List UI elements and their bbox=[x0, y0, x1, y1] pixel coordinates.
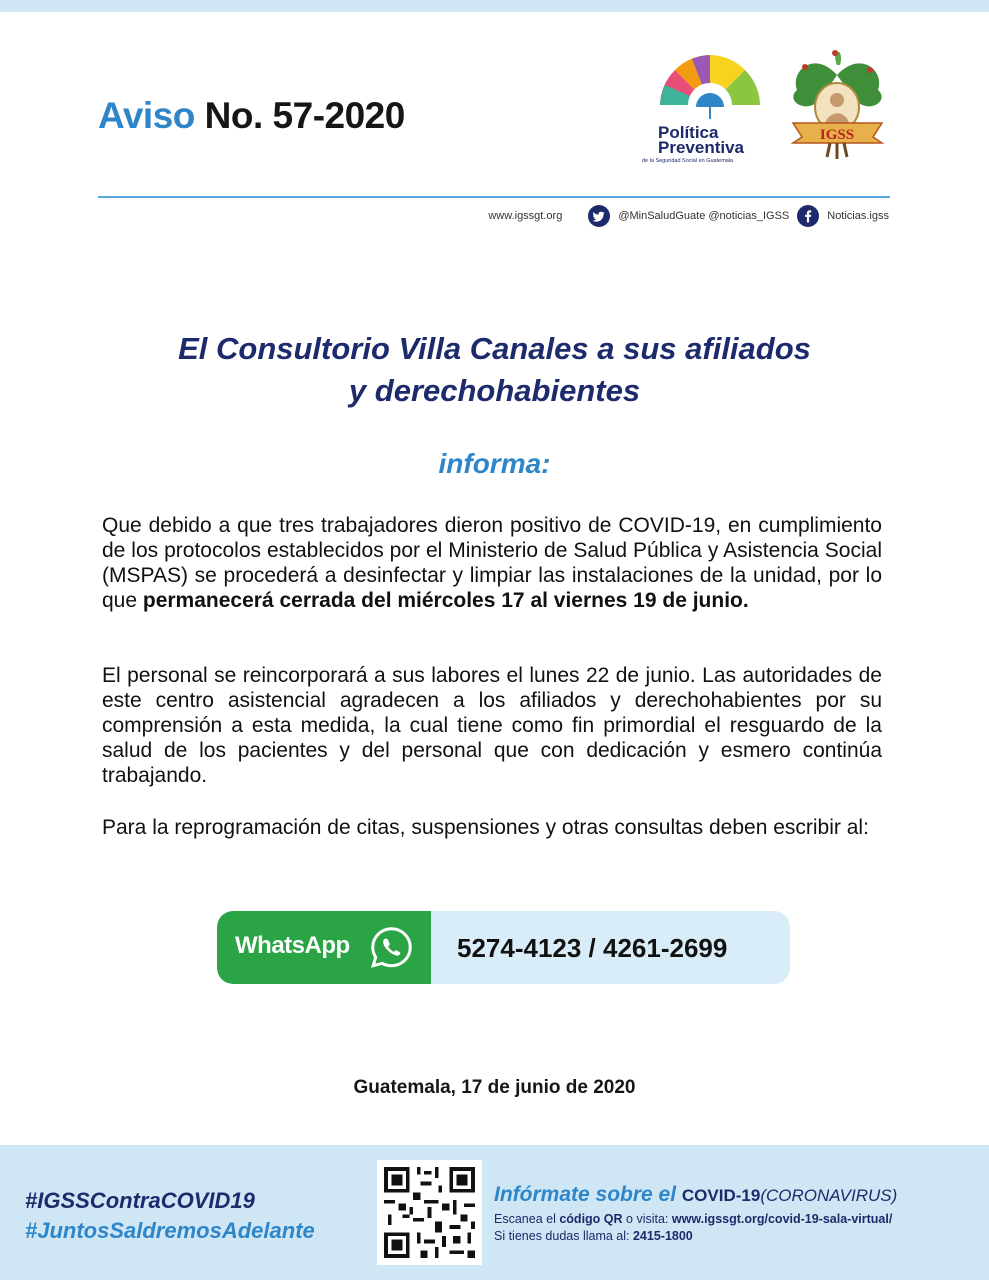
hashtag-igss: #IGSSContraCOVID19 bbox=[25, 1188, 255, 1213]
whatsapp-contact-box[interactable] bbox=[217, 911, 790, 984]
facebook-icon bbox=[797, 205, 819, 227]
footer-info-title bbox=[494, 1183, 897, 1207]
paragraph-closure bbox=[102, 513, 882, 613]
qr-code[interactable] bbox=[377, 1160, 482, 1265]
social-links bbox=[488, 205, 889, 227]
footer-line1-c: o visita: bbox=[626, 1212, 669, 1226]
footer-line1-b: código QR bbox=[559, 1212, 623, 1226]
footer-phone[interactable]: 2415-1800 bbox=[632, 1229, 693, 1243]
headline bbox=[60, 328, 929, 412]
logo-igss-text: IGSS bbox=[819, 127, 855, 143]
paragraph-return: El personal se reincorporará a sus labores el lunes 22 de junio. Las autoridades de este centro asistencial agradecen a los afiliados y derechohabientes por su comprensión a esta medida, la cual tiene como fin primordial el resguardo de la salud de los pacientes y del personal que con dedicación y esmero continúa trabajando. bbox=[102, 664, 882, 787]
facebook-handle[interactable]: Noticias.igss bbox=[827, 210, 889, 222]
logo-pp-line3: de la Seguridad Social en Guatemala bbox=[642, 158, 734, 164]
headline-line2: y derechohabientes bbox=[348, 373, 641, 408]
whatsapp-label: WhatsApp bbox=[235, 932, 350, 959]
footer-info-line2 bbox=[494, 1229, 693, 1243]
footer-info-title-b: COVID-19 bbox=[681, 1186, 761, 1205]
whatsapp-phones[interactable]: 5274-4123 / 4261-2699 bbox=[457, 933, 728, 963]
aviso-title bbox=[98, 95, 405, 137]
headline-line1: El Consultorio Villa Canales a sus afiliados bbox=[178, 331, 811, 366]
whatsapp-icon bbox=[369, 925, 414, 970]
logo-pp-line2: Preventiva bbox=[658, 138, 744, 157]
footer-info-line1 bbox=[494, 1212, 892, 1226]
whatsapp-badge bbox=[217, 911, 431, 984]
politica-preventiva-logo bbox=[640, 50, 770, 165]
footer-info-title-a: Infórmate sobre el bbox=[494, 1183, 677, 1206]
footer-line2-a: Si tienes dudas llama al: bbox=[494, 1229, 630, 1243]
header-divider bbox=[98, 196, 890, 198]
paragraph-contact: Para la reprogramación de citas, suspensiones y otras consultas deben escribir al: bbox=[102, 816, 869, 839]
aviso-number: No. 57-2020 bbox=[204, 95, 405, 136]
paragraph-closure-bold: permanecerá cerrada del miércoles 17 al viernes 19 de junio. bbox=[142, 589, 749, 612]
footer-info-title-c: (CORONAVIRUS) bbox=[760, 1186, 898, 1205]
website-link[interactable]: www.igssgt.org bbox=[488, 210, 563, 222]
footer-covid-url[interactable]: www.igssgt.org/covid-19-sala-virtual/ bbox=[671, 1212, 893, 1226]
hashtag-juntos: #JuntosSaldremosAdelante bbox=[25, 1218, 315, 1243]
logo-pp-line1: Política bbox=[658, 123, 719, 142]
paragraph-closure-text: Que debido a que tres trabajadores dieron positivo de COVID-19, en cumplimiento de los protocolos establecidos por el Ministerio de Salud Pública y Asistencia Social (MSPAS) se procederá a desinfectar y limpiar las instalaciones de la unidad, por lo que bbox=[102, 514, 882, 612]
twitter-icon bbox=[588, 205, 610, 227]
igss-logo bbox=[785, 45, 890, 165]
aviso-word: Aviso bbox=[98, 95, 195, 136]
issue-date: Guatemala, 17 de junio de 2020 bbox=[353, 1077, 636, 1098]
twitter-handles[interactable]: @MinSaludGuate @noticias_IGSS bbox=[618, 210, 790, 222]
footer-line1-a: Escanea el bbox=[494, 1212, 556, 1226]
informa-heading: informa: bbox=[438, 448, 551, 479]
top-band bbox=[0, 0, 989, 12]
